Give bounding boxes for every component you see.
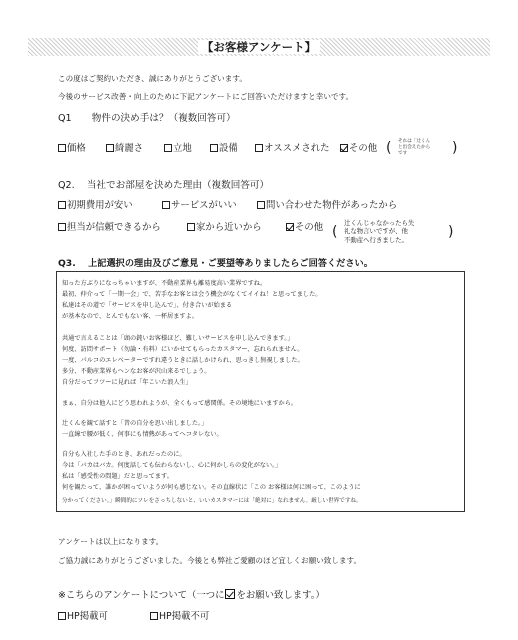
q1-option-recommended[interactable]: オススメされた xyxy=(255,143,330,155)
q1-note-close-paren: ) xyxy=(452,140,458,156)
checkbox-icon[interactable] xyxy=(58,144,66,152)
q2-note-close-paren: ) xyxy=(448,224,454,240)
checkbox-icon[interactable] xyxy=(150,612,158,620)
q2-note-line-1: 辻くんじゃなかったら失 xyxy=(344,219,415,227)
checkbox-icon[interactable] xyxy=(187,223,195,231)
answer-line: が基本なので、とんでもない客、一杯居ますよ。 xyxy=(62,313,198,320)
answer-line: 私達はその道で「サービスを申し込んで」、付き合いが始まる xyxy=(62,302,233,309)
answer-line: 共通で言えることは「頭の鈍いお客様ほど、難しいサービスを申し込んできます。」 xyxy=(62,335,294,342)
checkbox-icon[interactable] xyxy=(255,144,263,152)
answer-line: 辻くんを観て話すと「昔の自分を思い出しました。」 xyxy=(62,420,208,427)
checked-checkbox-icon[interactable] xyxy=(340,144,348,152)
q2-note-line-3: 不動産へ行きました。 xyxy=(344,236,408,244)
q2-option-low-cost[interactable]: 初期費用が安い xyxy=(58,200,133,212)
checkbox-icon[interactable] xyxy=(162,201,170,209)
q2-option-trusted-agent[interactable]: 担当が信頼できるから xyxy=(58,222,161,234)
answer-line: 一度、パルコのエレベーターですれ違うときに話しかけられ、思っきし無視しました。 xyxy=(62,357,304,364)
checkbox-icon[interactable] xyxy=(257,201,265,209)
closing-line-2: ご協力誠にありがとうございました。今後とも弊社ご愛顧のほど宜しくお願い致します。 xyxy=(58,556,362,565)
q2-heading xyxy=(58,180,269,192)
consent-heading: ※こちらのアンケートについて（一つに をお願い致します。） xyxy=(58,590,325,601)
q1-heading xyxy=(58,113,236,125)
answer-line: 自分だってフツーに見れば「年こいた浪人生」 xyxy=(62,379,192,386)
q3-heading xyxy=(58,258,373,270)
answer-line: 今は「バカはバカ。何度話しても伝わらないし、心に何かしらの変化がない。」 xyxy=(62,462,282,469)
check-mark-icon xyxy=(225,589,235,599)
checked-checkbox-icon[interactable] xyxy=(286,223,294,231)
survey-title: 【お客様アンケート】 xyxy=(198,40,320,54)
intro-line-2: 今後のサービス改善・向上のために下記アンケートにご回答いただけますと幸いです。 xyxy=(58,92,354,101)
q1-option-facilities[interactable]: 設備 xyxy=(210,143,238,155)
title-banner xyxy=(28,38,490,56)
q3-label: Q3. xyxy=(58,258,76,269)
q2-option-listed-property[interactable]: 問い合わせた物件があったから xyxy=(257,200,397,212)
q1-note-open-paren: ( xyxy=(386,140,392,156)
answer-line: 多分、不動産業界もヘンなお客が沢山来るでしょう。 xyxy=(62,368,211,375)
q1-note-line-1: それは「辻くん xyxy=(398,139,431,144)
consent-option-deny[interactable]: HP掲載不可 xyxy=(150,611,209,623)
q1-note-line-3: です xyxy=(398,151,408,156)
q1-option-other[interactable]: その他 xyxy=(340,143,377,155)
answer-line: 一直線で腰が低く、何事にも情熱があってヘコタレない。 xyxy=(62,431,223,438)
q1-label: Q1 xyxy=(58,113,72,124)
closing-line-1: アンケートは以上になります。 xyxy=(58,537,164,546)
checkbox-icon[interactable] xyxy=(210,144,218,152)
checkbox-icon[interactable] xyxy=(58,612,66,620)
answer-line: 最初、仲介って「一期一会」で、苦手なお客とは会う機会がなくてイイね！と思ってました。 xyxy=(62,291,322,298)
q1-option-location[interactable]: 立地 xyxy=(164,143,192,155)
answer-line: まぁ、自分は他人にどう思われようが、全くもって感関係。その境地にいますから。 xyxy=(62,400,298,407)
q2-option-close-to-home[interactable]: 家から近いから xyxy=(187,222,262,234)
answer-line: 何を観たって、誰かが困っていようが何も感じない。その直線状に「この お客様は何に困って、このように xyxy=(62,484,361,491)
q1-option-price[interactable]: 価格 xyxy=(58,143,86,155)
answer-line: 自分も入社した手のとき、あれだったのに。 xyxy=(62,451,186,458)
q2-note-open-paren: ( xyxy=(332,224,338,240)
q3-question: 上記選択の理由及びご意見・ご要望等ありましたらご回答ください。 xyxy=(88,258,373,269)
q2-note-line-2: 礼な物言いですが、他 xyxy=(344,227,408,235)
q1-note-line-2: と出会えたから xyxy=(398,145,431,150)
q2-option-other[interactable]: その他 xyxy=(286,222,323,234)
q1-option-cleanliness[interactable]: 綺麗さ xyxy=(106,143,143,155)
checkbox-icon[interactable] xyxy=(58,201,66,209)
q2-question: 当社でお部屋を決めた理由（複数回答可） xyxy=(86,180,270,191)
checkbox-icon[interactable] xyxy=(58,223,66,231)
consent-option-allow[interactable]: HP掲載可 xyxy=(58,611,108,623)
q1-question: 物件の決め手は？（複数回答可） xyxy=(91,113,236,124)
checkbox-icon[interactable] xyxy=(106,144,114,152)
q2-option-good-service[interactable]: サービスがいい xyxy=(162,200,237,212)
answer-line: 私は「感受性の問題」だと思ってます。 xyxy=(62,473,173,480)
answer-line: 分かってください。」瞬間的にソレをさっちしないと、いいカスタマーには「絶対に」なれません。厳しい世界ですね。 xyxy=(62,498,362,504)
answer-line: 何度、訪問サポート（勿論・有料）にいかせてもらったカスタマー、忘れられません。 xyxy=(62,346,304,353)
intro-line-1: この度はご契約いただき、誠にありがとうございます。 xyxy=(58,74,247,83)
checkbox-icon[interactable] xyxy=(164,144,172,152)
q2-label: Q2. xyxy=(58,180,75,191)
answer-line: 知った方ぶりになっちゃいますが、不動産業界も離易度高い業界ですね。 xyxy=(62,280,267,287)
